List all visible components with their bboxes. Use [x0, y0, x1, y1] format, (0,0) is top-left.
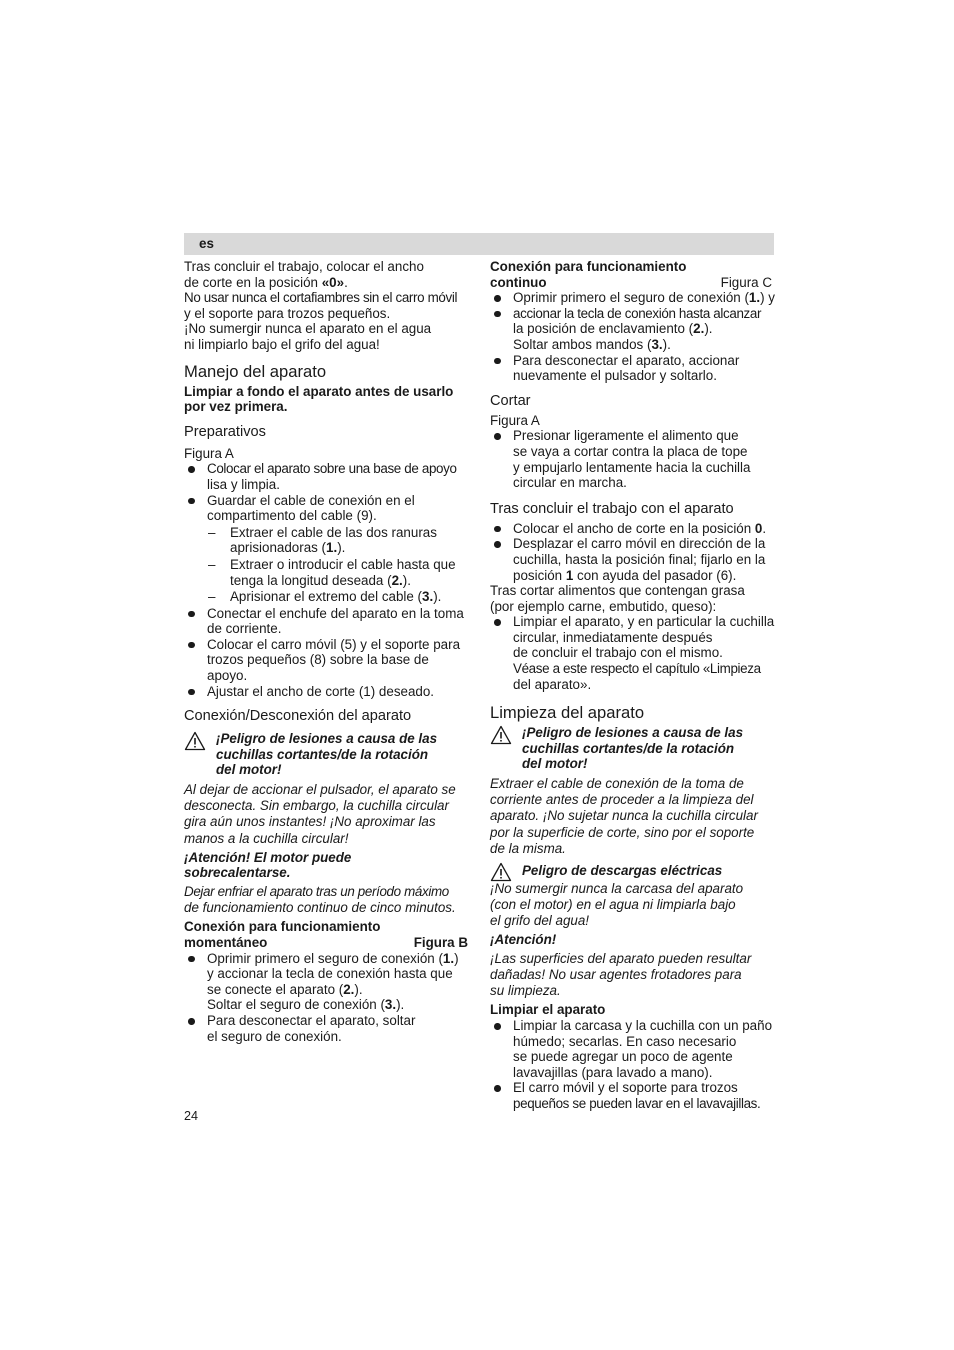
figure-ref: Figura C: [720, 274, 772, 290]
list-item: Colocar el carro móvil (5) y el soporte para trozos pequeños (8) sobre la base de apoyo.: [184, 637, 468, 684]
figure-ref: Figura B: [413, 935, 468, 951]
momentary-title: Conexión para funcionamiento momentáneo Figura B: [184, 919, 468, 951]
intro-paragraph: Tras concluir el trabajo, colocar el ancho de corte en la posición «0». No usar nunca el cortafiambres sin el carro móvil y el soporte para trozos pequeños. ¡No sumergir nunca el aparato en el agua ni limpiarlo bajo el grifo del agua!: [184, 259, 458, 352]
list-item: Conectar el enchufe del aparato en la toma de corriente.: [184, 606, 468, 637]
preparativos-list: [184, 461, 468, 699]
left-column: [184, 259, 468, 1044]
warning-triangle-icon: [184, 731, 206, 751]
limpiar-title: Limpiar el aparato: [490, 1002, 606, 1018]
section-title-manejo: Manejo del aparato: [184, 361, 327, 381]
momentary-list: [184, 951, 468, 1045]
tras-paragraph: Tras cortar alimentos que contengan grasa (por ejemplo carne, embutido, queso):: [490, 583, 745, 614]
subsection-title-cortar: Cortar: [490, 392, 531, 409]
subsection-title-conexion: Conexión/Desconexión del aparato: [184, 708, 412, 725]
continuous-list: [490, 290, 776, 384]
list-item: Guardar el cable de conexión en el compartimento del cable (9).: [184, 493, 468, 524]
list-item: El carro móvil y el soporte para trozos pequeños se pueden lavar en el lavavajillas.: [490, 1080, 776, 1111]
warning-text: Extraer el cable de conexión de la toma de corriente antes de proceder a la limpieza del aparato. ¡No sujetar nunca la cuchilla circular por la superficie de corte, sino por el soporte de la misma.: [490, 776, 758, 856]
attention-text: Dejar enfriar el aparato tras un período máximo de funcionamiento continuo de cinco minutos.: [184, 884, 456, 916]
list-item: accionar la tecla de conexión hasta alcanzar la posición de enclavamiento (2.). Soltar ambos mandos (3.).: [490, 306, 776, 353]
list-item: Limpiar la carcasa y la cuchilla con un paño húmedo; secarlas. En caso necesario se puede agregar un poco de agente lavavajillas (para lavado a mano).: [490, 1018, 776, 1080]
language-code: es: [199, 236, 214, 251]
figure-ref: Figura A: [490, 412, 540, 428]
list-item: Colocar el aparato sobre una base de apoyo lisa y limpia.: [184, 461, 468, 492]
list-item: Oprimir primero el seguro de conexión (1.) y accionar la tecla de conexión hasta que se conecte el aparato (2.). Soltar el seguro de conexión (3.).: [184, 951, 468, 1013]
limpiar-list: [490, 1018, 776, 1112]
list-item: Oprimir primero el seguro de conexión (1.) y: [490, 290, 776, 306]
section-title-limpieza: Limpieza del aparato: [490, 703, 645, 723]
list-item: Para desconectar el aparato, soltar el seguro de conexión.: [184, 1013, 468, 1044]
continuous-title: Conexión para funcionamiento continuo Figura C: [490, 259, 776, 290]
tras-list-2: [490, 614, 776, 692]
cortar-list: [490, 428, 776, 490]
right-column: [490, 259, 776, 1112]
warning-block: ¡Peligro de lesiones a causa de las cuchillas cortantes/de la rotación del motor!: [184, 731, 468, 778]
tras-list: [490, 521, 776, 583]
dash-item: – Extraer el cable de las dos ranuras aprisionadoras (1.).: [184, 525, 468, 556]
manejo-note: Limpiar a fondo el aparato antes de usarlo por vez primera.: [184, 383, 454, 415]
warning-block: ¡Peligro de lesiones a causa de las cuchillas cortantes/de la rotación del motor!: [490, 725, 776, 772]
attention-text: ¡Las superficies del aparato pueden resultar dañadas! No usar agentes frotadores para su limpieza.: [490, 950, 752, 999]
list-item: Presionar ligeramente el alimento que se vaya a cortar contra la placa de tope y empujarlo lentamente hacia la cuchilla circular en marcha.: [490, 428, 776, 490]
page-number: 24: [184, 1109, 199, 1123]
list-item: Colocar el ancho de corte en la posición 0.: [490, 521, 776, 537]
subsection-title-tras: Tras concluir el trabajo con el aparato: [490, 500, 734, 517]
warning-text: Al dejar de accionar el pulsador, el aparato se desconecta. Sin embargo, la cuchilla circular gira aún unos instantes! ¡No aproximar las manos a la cuchilla circular!: [184, 782, 456, 846]
list-item: Limpiar el aparato, y en particular la cuchilla circular, inmediatamente después de concluir el trabajo con el mismo. Véase a este respecto el capítulo «Limpieza del aparato».: [490, 614, 776, 692]
warning-text: ¡No sumergir nunca la carcasa del aparato (con el motor) en el agua ni limpiarla bajo el grifo del agua!: [490, 880, 744, 929]
list-item: Ajustar el ancho de corte (1) deseado.: [184, 684, 468, 700]
warning-triangle-icon: [490, 862, 512, 882]
subsection-title-preparativos: Preparativos: [184, 423, 266, 440]
dash-item: – Aprisionar el extremo del cable (3.).: [184, 589, 468, 605]
attention-note: ¡Atención!: [490, 932, 557, 948]
attention-note: ¡Atención! El motor puede sobrecalentarse.: [184, 849, 352, 881]
figure-ref: Figura A: [184, 445, 234, 461]
list-item: Desplazar el carro móvil en dirección de la cuchilla, hasta la posición final; fijarlo en la posición 1 con ayuda del pasador (6).: [490, 536, 776, 583]
warning-block: Peligro de descargas eléctricas: [490, 863, 776, 879]
dash-item: – Extraer o introducir el cable hasta que tenga la longitud deseada (2.).: [184, 557, 468, 588]
language-bar: [184, 233, 774, 255]
list-item: Para desconectar el aparato, accionar nuevamente el pulsador y soltarlo.: [490, 353, 776, 384]
warning-triangle-icon: [490, 725, 512, 745]
